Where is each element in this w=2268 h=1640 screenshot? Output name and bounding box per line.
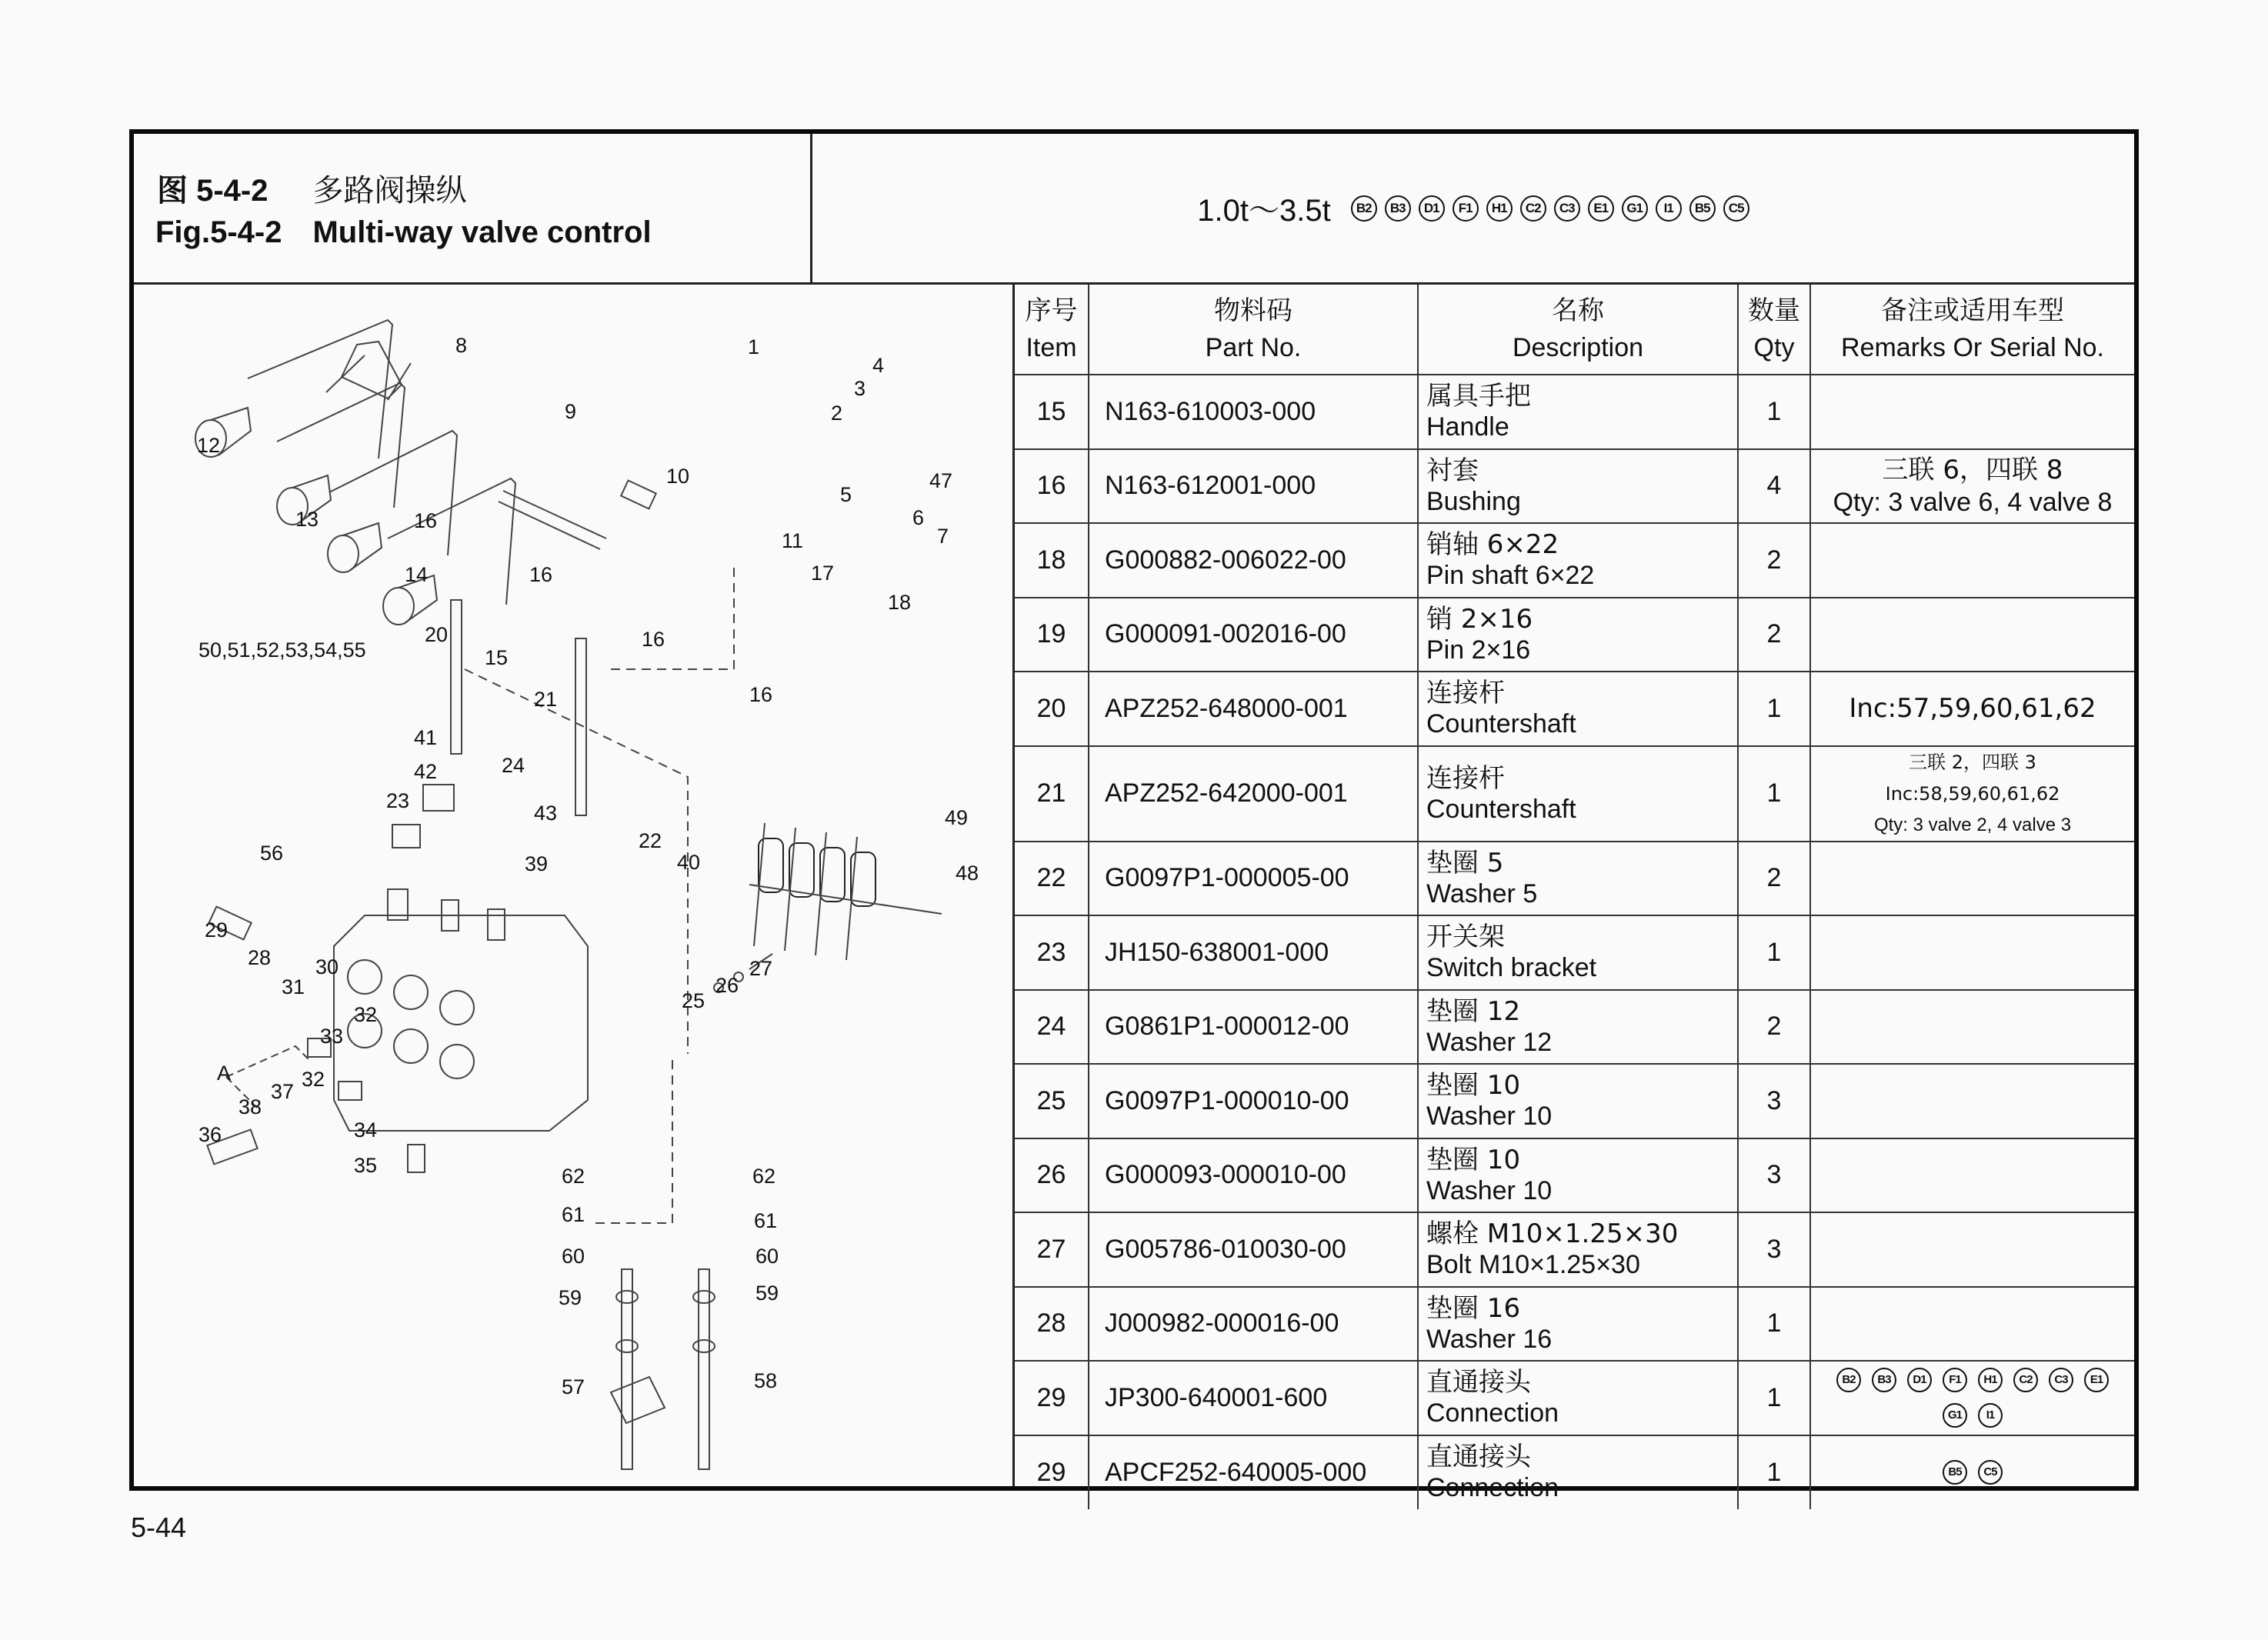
description-cell: 垫圈 10 Washer 10: [1418, 1064, 1738, 1138]
model-code-badge: C2: [2013, 1368, 2038, 1392]
callout-label: 32: [302, 1068, 325, 1091]
callout-label: 50,51,52,53,54,55: [198, 638, 366, 662]
callout-label: 32: [354, 1003, 378, 1026]
description-cell: 螺栓 M10×1.25×30 Bolt M10×1.25×30: [1418, 1212, 1738, 1287]
callout-label: 28: [248, 946, 272, 969]
description-cell: 销 2×16 Pin 2×16: [1418, 598, 1738, 672]
callout-label: 13: [295, 508, 319, 531]
figure-label-en: Fig.5-4-2: [155, 215, 282, 249]
remarks-cell: [1810, 375, 2134, 449]
qty-cell: 1: [1738, 1361, 1810, 1435]
callout-label: 57: [562, 1375, 585, 1398]
table-row: [1015, 1361, 2134, 1435]
table-row: [1015, 449, 2134, 524]
callout-label: 31: [282, 975, 305, 998]
description-cell: 直通接头 Connection: [1418, 1435, 1738, 1510]
part-number-cell: APCF252-640005-000: [1089, 1435, 1418, 1510]
part-number-cell: G0861P1-000012-00: [1089, 990, 1418, 1065]
callout-label: 9: [565, 400, 577, 423]
model-code-badge: B3: [1872, 1368, 1896, 1392]
figure-title-block: [134, 134, 812, 285]
figure-name-en: Multi-way valve control: [312, 215, 652, 249]
item-number-cell: 21: [1015, 746, 1089, 842]
description-cell: 直通接头 Connection: [1418, 1361, 1738, 1435]
callout-label: 16: [749, 683, 773, 706]
callout-label: 43: [534, 802, 558, 825]
callout-label: 47: [929, 469, 953, 492]
part-number-cell: APZ252-642000-001: [1089, 746, 1418, 842]
part-number-cell: G0097P1-000005-00: [1089, 842, 1418, 916]
part-number-cell: G000882-006022-00: [1089, 523, 1418, 598]
model-code-badge: H1: [1486, 195, 1513, 222]
page-number: 5-44: [131, 1512, 187, 1543]
callout-label: 2: [831, 402, 843, 425]
callout-label: 33: [320, 1025, 344, 1048]
item-number-cell: 20: [1015, 672, 1089, 746]
callout-label: 3: [854, 377, 866, 400]
item-number-cell: 24: [1015, 990, 1089, 1065]
model-code-badge: B5: [1689, 195, 1716, 222]
callout-label: 10: [666, 465, 690, 488]
item-number-cell: 29: [1015, 1435, 1089, 1510]
qty-cell: 2: [1738, 598, 1810, 672]
callout-label: 11: [782, 529, 804, 552]
figure-label-cn: 图 5-4-2: [157, 174, 268, 208]
remarks-cell: [1810, 1361, 2134, 1435]
remarks-cell: [1810, 1212, 2134, 1287]
item-number-cell: 23: [1015, 915, 1089, 990]
model-code-badge: I1: [1656, 195, 1682, 222]
table-row: [1015, 523, 2134, 598]
callout-label: 56: [260, 842, 284, 865]
callout-label: 39: [525, 852, 549, 875]
table-row: [1015, 672, 2134, 746]
callout-label: 59: [559, 1286, 582, 1309]
description-cell: 衬套 Bushing: [1418, 449, 1738, 524]
callout-label: 41: [414, 726, 438, 749]
callout-label: 40: [677, 851, 701, 874]
table-row: [1015, 1138, 2134, 1213]
col-header-qty: 数量 Qty: [1738, 285, 1810, 375]
description-cell: 垫圈 10 Washer 10: [1418, 1138, 1738, 1213]
col-header-item: 序号 Item: [1015, 285, 1089, 375]
callout-label: 42: [414, 760, 438, 783]
callout-label: 36: [198, 1123, 222, 1146]
model-code-badge: C3: [2049, 1368, 2073, 1392]
remarks-cell: 三联 6，四联 8 Qty: 3 valve 6, 4 valve 8: [1810, 449, 2134, 524]
item-number-cell: 18: [1015, 523, 1089, 598]
callout-label: 1: [748, 335, 760, 358]
applicability-block: [812, 134, 2134, 285]
model-code-list: [1351, 195, 1749, 222]
callout-label: 48: [956, 862, 979, 885]
model-code-badge: B3: [1385, 195, 1411, 222]
figure-name-cn: 多路阀操纵: [312, 173, 467, 208]
callout-label: 22: [639, 829, 662, 852]
model-code-badge: C3: [1554, 195, 1580, 222]
qty-cell: 1: [1738, 915, 1810, 990]
callout-label: 62: [752, 1165, 776, 1188]
table-row: [1015, 375, 2134, 449]
callout-label: A: [217, 1062, 232, 1085]
model-code-badge: G1: [1622, 195, 1648, 222]
model-code-badge: B2: [1836, 1368, 1861, 1392]
table-row: [1015, 1287, 2134, 1362]
item-number-cell: 25: [1015, 1064, 1089, 1138]
model-code-badge: E1: [2084, 1368, 2109, 1392]
part-number-cell: JP300-640001-600: [1089, 1361, 1418, 1435]
model-code-badge: F1: [1943, 1368, 1967, 1392]
qty-cell: 3: [1738, 1138, 1810, 1213]
figure-title-en: [155, 215, 652, 250]
remarks-cell: [1810, 990, 2134, 1065]
remarks-cell: [1810, 523, 2134, 598]
model-code-badge: G1: [1943, 1403, 1967, 1428]
qty-cell: 1: [1738, 746, 1810, 842]
table-row: [1015, 746, 2134, 842]
description-cell: 属具手把 Handle: [1418, 375, 1738, 449]
qty-cell: 1: [1738, 1287, 1810, 1362]
description-cell: 开关架 Switch bracket: [1418, 915, 1738, 990]
table-row: [1015, 1212, 2134, 1287]
callout-label: 18: [888, 591, 912, 614]
parts-table-container: [1012, 285, 2134, 1503]
callout-label: 23: [386, 789, 410, 812]
callout-label: 62: [562, 1165, 585, 1188]
qty-cell: 1: [1738, 375, 1810, 449]
table-row: [1015, 842, 2134, 916]
description-cell: 连接杆 Countershaft: [1418, 672, 1738, 746]
remarks-cell: [1810, 842, 2134, 916]
col-header-description: 名称 Description: [1418, 285, 1738, 375]
callout-label: 38: [238, 1095, 262, 1118]
remarks-cell: [1810, 915, 2134, 990]
part-number-cell: JH150-638001-000: [1089, 915, 1418, 990]
callout-label: 26: [715, 974, 739, 997]
table-row: [1015, 915, 2134, 990]
callout-label: 14: [405, 563, 429, 586]
callout-label: 60: [562, 1245, 585, 1268]
callout-label: 59: [755, 1282, 779, 1305]
description-cell: 垫圈 12 Washer 12: [1418, 990, 1738, 1065]
remarks-cell: 三联 2，四联 3 Inc:58,59,60,61,62 Qty: 3 valve 2, 4 valve 3: [1810, 746, 2134, 842]
model-code-badge: C5: [1978, 1460, 2003, 1485]
col-header-remarks: 备注或适用车型 Remarks Or Serial No.: [1810, 285, 2134, 375]
qty-cell: 2: [1738, 842, 1810, 916]
item-number-cell: 19: [1015, 598, 1089, 672]
part-number-cell: APZ252-648000-001: [1089, 672, 1418, 746]
callout-label: 37: [271, 1080, 295, 1103]
item-number-cell: 15: [1015, 375, 1089, 449]
remarks-cell: Inc:57,59,60,61,62: [1810, 672, 2134, 746]
callout-label: 58: [754, 1369, 778, 1392]
callout-label: 61: [562, 1203, 585, 1226]
callout-label: 49: [945, 806, 969, 829]
parts-page-frame: [129, 129, 2139, 1503]
description-cell: 垫圈 5 Washer 5: [1418, 842, 1738, 916]
callout-label: 8: [455, 334, 468, 357]
table-row: [1015, 990, 2134, 1065]
remarks-cell: [1810, 1287, 2134, 1362]
figure-title-cn: [157, 166, 467, 210]
table-row: [1015, 1064, 2134, 1138]
table-header-row: [1015, 285, 2134, 375]
callout-label: 15: [485, 646, 509, 669]
item-number-cell: 27: [1015, 1212, 1089, 1287]
callout-label: 21: [534, 688, 558, 711]
remarks-cell: [1810, 598, 2134, 672]
qty-cell: 1: [1738, 672, 1810, 746]
table-row: [1015, 598, 2134, 672]
model-code-badge: C5: [1723, 195, 1749, 222]
item-number-cell: 28: [1015, 1287, 1089, 1362]
callout-label: 5: [840, 483, 852, 506]
model-code-badge: D1: [1907, 1368, 1932, 1392]
item-number-cell: 26: [1015, 1138, 1089, 1213]
callout-label: 16: [414, 509, 438, 532]
callout-label: 17: [811, 562, 835, 585]
remarks-cell: [1810, 1435, 2134, 1510]
part-number-cell: G005786-010030-00: [1089, 1212, 1418, 1287]
model-code-badge: I1: [1978, 1403, 2003, 1428]
part-number-cell: N163-612001-000: [1089, 449, 1418, 524]
description-cell: 销轴 6×22 Pin shaft 6×22: [1418, 523, 1738, 598]
remarks-cell: [1810, 1138, 2134, 1213]
qty-cell: 3: [1738, 1212, 1810, 1287]
callout-label: 16: [529, 563, 553, 586]
part-number-cell: J000982-000016-00: [1089, 1287, 1418, 1362]
parts-table: [1015, 285, 2134, 1509]
callout-label: 6: [912, 506, 925, 529]
callout-label: 34: [354, 1118, 378, 1142]
callout-label: 25: [682, 989, 705, 1012]
callout-label: 7: [937, 525, 949, 548]
callout-label: 27: [749, 957, 773, 980]
qty-cell: 1: [1738, 1435, 1810, 1510]
callout-label: 30: [315, 955, 339, 978]
model-code-badge: C2: [1520, 195, 1546, 222]
model-code-badge: H1: [1978, 1368, 2003, 1392]
model-code-badge: D1: [1419, 195, 1445, 222]
callout-label: 61: [754, 1209, 778, 1232]
item-number-cell: 29: [1015, 1361, 1089, 1435]
callout-label: 35: [354, 1154, 378, 1177]
part-number-cell: G000091-002016-00: [1089, 598, 1418, 672]
qty-cell: 2: [1738, 523, 1810, 598]
part-number-cell: N163-610003-000: [1089, 375, 1418, 449]
item-number-cell: 22: [1015, 842, 1089, 916]
qty-cell: 2: [1738, 990, 1810, 1065]
model-code-badge: E1: [1588, 195, 1614, 222]
model-code-badge: B5: [1943, 1460, 1967, 1485]
item-number-cell: 16: [1015, 449, 1089, 524]
callout-label: 60: [755, 1245, 779, 1268]
callout-label: 4: [872, 354, 885, 377]
callout-label: 29: [205, 918, 228, 942]
qty-cell: 3: [1738, 1064, 1810, 1138]
callout-label: 20: [425, 623, 449, 646]
capacity-range: 1.0t～3.5t: [1197, 194, 1331, 228]
model-code-badge: F1: [1453, 195, 1479, 222]
callout-label: 16: [642, 628, 665, 651]
remarks-cell: [1810, 1064, 2134, 1138]
table-row: [1015, 1435, 2134, 1510]
part-number-cell: G0097P1-000010-00: [1089, 1064, 1418, 1138]
col-header-part-no: 物料码 Part No.: [1089, 285, 1418, 375]
description-cell: 垫圈 16 Washer 16: [1418, 1287, 1738, 1362]
part-number-cell: G000093-000010-00: [1089, 1138, 1418, 1213]
exploded-diagram: [134, 285, 1012, 1486]
qty-cell: 4: [1738, 449, 1810, 524]
callout-label: 24: [502, 754, 525, 777]
model-code-badge: B2: [1351, 195, 1377, 222]
callout-label: 12: [197, 434, 221, 457]
description-cell: 连接杆 Countershaft: [1418, 746, 1738, 842]
